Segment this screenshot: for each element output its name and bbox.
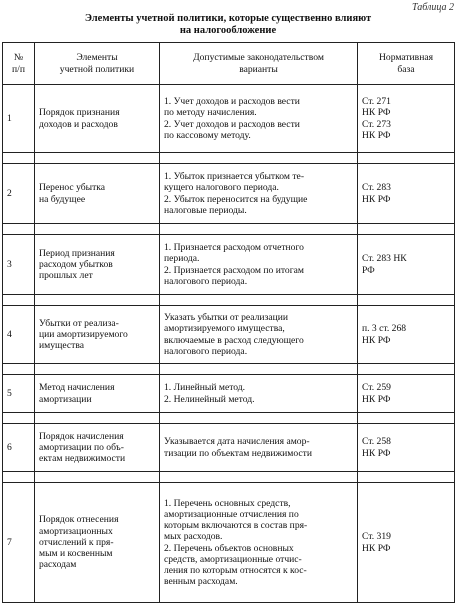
cell-base: Ст. 258 НК РФ [358,424,455,472]
cell-base: Ст. 259 НК РФ [358,375,455,413]
cell-num: 1 [3,85,35,153]
table-number-label: Таблица 2 [412,2,454,13]
row-gap [3,364,455,375]
cell-base: Ст. 319 НК РФ [358,483,455,603]
cell-num: 3 [3,235,35,295]
header-base: Нормативная база [358,43,455,85]
table-row [3,375,455,413]
table-row [3,164,455,224]
cell-variants: Указать убытки от реализации амортизируемого имущества, включаемые в расход следующего налогового периода. [160,306,358,364]
header-variants: Допустимые законодательством варианты [160,43,358,85]
title-line: на налогообложение [179,25,277,36]
cell-base: п. 3 ст. 268 НК РФ [358,306,455,364]
row-gap [3,472,455,483]
cell-element: Период признания расходом убытков прошлых лет [35,235,160,295]
cell-variants: 1. Учет доходов и расходов вести по методу начисления. 2. Учет доходов и расходов вести по кассовому методу. [160,85,358,153]
cell-base: Ст. 283 НК РФ [358,235,455,295]
table-row [3,424,455,472]
cell-base: Ст. 271 НК РФ Ст. 273 НК РФ [358,85,455,153]
table-row [3,306,455,364]
cell-variants: 1. Линейный метод. 2. Нелинейный метод. [160,375,358,413]
table-row [3,85,455,153]
table-row [3,235,455,295]
title-line: Элементы учетной политики, которые существенно влияют [84,13,372,24]
row-gap [3,295,455,306]
cell-num: 4 [3,306,35,364]
cell-num: 5 [3,375,35,413]
cell-num: 2 [3,164,35,224]
header-num: № п/п [3,43,35,85]
cell-num: 6 [3,424,35,472]
header-row [3,43,455,85]
cell-element: Порядок начисления амортизации по объ- ектам недвижимости [35,424,160,472]
row-gap [3,413,455,424]
cell-variants: 1. Перечень основных средств, амортизационные отчисления по которым включаются в состав пря- мых расходов. 2. Перечень объектов основных средств, амортизационные отчис- ления по которым относятся к кос- венным расходам. [160,483,358,603]
cell-num: 7 [3,483,35,603]
cell-element: Перенос убытка на будущее [35,164,160,224]
cell-variants: Указывается дата начисления амор- тизации по объектам недвижимости [160,424,358,472]
cell-element: Порядок признания доходов и расходов [35,85,160,153]
cell-element: Убытки от реализа- ции амортизируемого имущества [35,306,160,364]
cell-base: Ст. 283 НК РФ [358,164,455,224]
cell-variants: 1. Убыток признается убытком те- кущего налогового периода. 2. Убыток переносится на будущие налоговые периоды. [160,164,358,224]
cell-element: Метод начисления амортизации [35,375,160,413]
header-element: Элементы учетной политики [35,43,160,85]
table-title [0,13,456,37]
cell-element: Порядок отнесения амортизационных отчислений к пря- мым и косвенным расходам [35,483,160,603]
row-gap [3,153,455,164]
tax-policy-table [2,42,455,603]
cell-variants: 1. Признается расходом отчетного периода. 2. Признается расходом по итогам налогового периода. [160,235,358,295]
row-gap [3,224,455,235]
table-row [3,483,455,603]
